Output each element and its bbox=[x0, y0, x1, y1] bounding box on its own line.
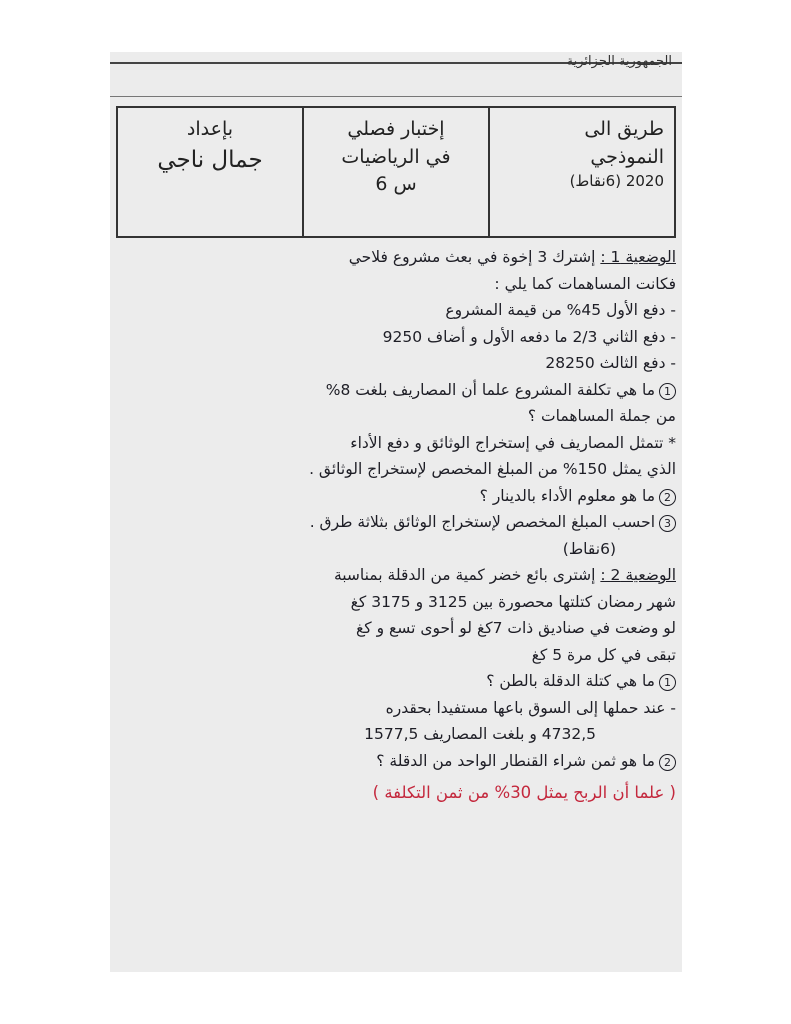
situation1-line: - دفع الثاني 2/3 ما دفعه الأول و أضاف 9250 bbox=[382, 327, 676, 346]
situation2-info-cont: 4732,5 و بلغت المصاريف 1577,5 bbox=[364, 725, 596, 743]
header-table bbox=[116, 106, 676, 238]
number-3-icon: 3 bbox=[659, 515, 676, 532]
situation1-question-2: 2ما هو معلوم الأداء بالدينار ؟ bbox=[116, 483, 676, 510]
situation1-info: * تتمثل المصاريف في إستخراج الوثائق و دفع الأداء bbox=[350, 433, 676, 452]
situation1-line: إشترك 3 إخوة في بعث مشروع فلاحي bbox=[348, 248, 596, 266]
situation1-line: - دفع الثالث 28250 bbox=[545, 354, 676, 372]
situation2-points: (6نقاط) bbox=[562, 539, 616, 558]
situation2-title: الوضعية 2 : bbox=[600, 566, 676, 584]
header-right-line-1: طريق الى bbox=[584, 118, 664, 140]
number-1-icon: 1 bbox=[659, 383, 676, 400]
author-name: جمال ناجي bbox=[157, 146, 263, 173]
situation1-line: - دفع الأول 45% من قيمة المشروع bbox=[445, 301, 676, 319]
situation2-line: شهر رمضان كتلتها محصورة بين 3125 و 3175 كغ bbox=[350, 592, 676, 611]
exam-level: س 6 bbox=[375, 173, 417, 196]
situation1-line: فكانت المساهمات كما يلي : bbox=[494, 274, 676, 293]
number-2-icon: 2 bbox=[659, 754, 676, 771]
header-rule bbox=[110, 96, 682, 97]
top-header-text: الجمهورية الجزائرية bbox=[566, 54, 672, 69]
header-left-cell bbox=[118, 108, 302, 236]
header-middle-cell bbox=[302, 108, 488, 236]
header-right-line-2: النموذجي bbox=[590, 145, 664, 168]
exam-subject: في الرياضيات bbox=[341, 145, 451, 168]
exam-title: إختبار فصلي bbox=[347, 118, 445, 140]
situation1-title: الوضعية 1 : bbox=[600, 248, 676, 266]
number-1-icon: 1 bbox=[659, 674, 676, 691]
situation1-info-cont: الذي يمثل 150% من المبلغ المخصص لإستخراج الوثائق . bbox=[309, 460, 676, 478]
exam-content bbox=[116, 244, 676, 952]
header-right-cell bbox=[488, 108, 674, 236]
situation1-heading bbox=[116, 244, 676, 271]
situation1-question-3: 3احسب المبلغ المخصص لإستخراج الوثائق بثلاثة طرق . bbox=[116, 509, 676, 536]
header-right-line-3: 2020 (6نقاط) bbox=[569, 172, 664, 191]
situation1-question-1: 1ما هي تكلفة المشروع علما أن المصاريف بلغت 8% bbox=[116, 377, 676, 404]
situation2-line: لو وضعت في صناديق ذات 7كغ لو أحوى تسع و كغ bbox=[356, 619, 676, 637]
situation2-line: إشترى بائع خضر كمية من الدقلة بمناسبة bbox=[333, 566, 596, 584]
paper-sheet bbox=[110, 52, 682, 972]
situation2-line: تبقى في كل مرة 5 كغ bbox=[531, 645, 676, 664]
number-2-icon: 2 bbox=[659, 489, 676, 506]
situation2-question-1: 1ما هي كتلة الدقلة بالطن ؟ bbox=[116, 668, 676, 695]
situation2-note: ( علما أن الربح يمثل 30% من ثمن التكلفة ) bbox=[372, 783, 676, 802]
situation2-question-2: 2ما هو ثمن شراء القنطار الواحد من الدقلة ؟ bbox=[116, 748, 676, 775]
situation2-heading bbox=[116, 562, 676, 589]
situation2-info: - عند حملها إلى السوق باعها مستفيدا بحقدره bbox=[385, 698, 676, 717]
situation1-question-1-cont: من جملة المساهمات ؟ bbox=[527, 407, 676, 425]
prepared-by-label: بإعداد bbox=[186, 118, 234, 140]
